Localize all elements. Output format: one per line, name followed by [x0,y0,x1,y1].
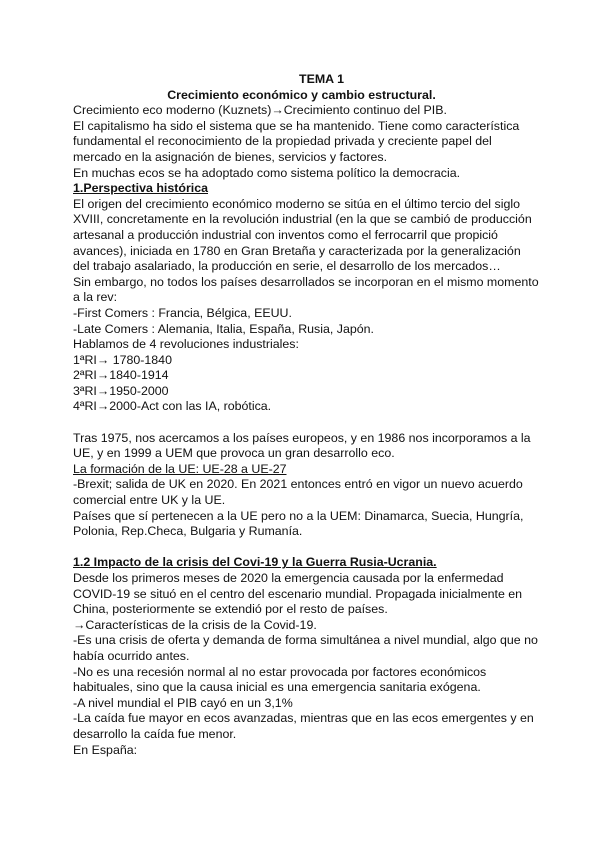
text-line: habituales, sino que la causa inicial es una emergencia sanitaria exógena. [73,680,481,695]
list-item: -La caída fue mayor en ecos avanzadas, mientras que en las ecos emergentes y en [73,711,534,726]
text-line: del trabajo asalariado, la producción en serie, el desarrollo de los mercados… [73,259,501,274]
text-line: El origen del crecimiento económico moderno se sitúa en el último tercio del siglo [73,196,520,211]
text-line: COVID-19 se situó en el centro del escenario mundial. Propagada inicialmente en [73,586,523,601]
text-line: Países que sí pertenecen a la UE pero no a la UEM: Dinamarca, Suecia, Hungría, [73,508,524,523]
section2-paragraph [73,571,538,758]
text-line: En muchas ecos se ha adoptado como sistema político la democracia. [73,165,461,180]
text-line: Desde los primeros meses de 2020 la emergencia causada por la enfermedad [73,571,504,585]
list-item: 2ªRI→1840-1914 [73,368,169,383]
text-line: había ocurrido antes. [73,648,190,663]
blank-line [73,540,530,556]
text-line: Sin embargo, no todos los países desarrollados se incorporan en el mismo momento [73,274,539,289]
text-line: avances), iniciada en 1780 en Gran Bretaña y caracterizada por la generalización [73,243,521,258]
list-item: -A nivel mundial el PIB cayó en un 3,1% [73,695,293,710]
subheading-eu-formation: La formación de la UE: UE-28 a UE-27 [73,461,287,476]
document-title: TEMA 1 [299,72,344,86]
text-line: mercado en la asignación de bienes, servicios y factores. [73,149,388,164]
text-line: XVIII, concretamente en la revolución industrial (en la que se cambió de producción [73,212,532,227]
text-line: China, posteriormente se extendió por el resto de países. [73,602,388,617]
section1-paragraph-eu [73,431,530,540]
list-item: -First Comers : Francia, Bélgica, EEUU. [73,305,292,320]
section-heading-historical: 1.Perspectiva histórica [73,181,208,196]
text-line: fundamental el reconocimiento de la propiedad privada y creciente papel del [73,134,492,149]
text-line: Crecimiento eco moderno (Kuznets)→Crecimiento continuo del PIB. [73,103,447,118]
text-line: comercial entre UK y la UE. [73,493,226,508]
text-line: Polonia, Rep.Checa, Bulgaria y Rumanía. [73,524,303,539]
list-item: -No es una recesión normal al no estar provocada por factores económicos [73,664,487,679]
text-line: El capitalismo ha sido el sistema que se ha mantenido. Tiene como característica [73,118,520,133]
section-heading-covid: 1.2 Impacto de la crisis del Covi-19 y la Guerra Rusia-Ucrania. [73,555,437,570]
text-line: →Características de la crisis de la Covid-19. [73,617,317,632]
text-line: a la rev: [73,290,118,305]
list-item: 3ªRI→1950-2000 [73,383,169,398]
text-line: Tras 1975, nos acercamos a los países europeos, y en 1986 nos incorporamos a la [73,430,531,445]
text-line: Hablamos de 4 revoluciones industriales: [73,337,299,352]
text-line: UE, y en 1999 a UEM que provoca un gran desarrollo eco. [73,446,395,461]
list-item: 1ªRI→ 1780-1840 [73,352,172,367]
text-line: -Brexit; salida de UK en 2020. En 2021 entonces entró en vigor un nuevo acuerdo [73,477,523,492]
text-line: artesanal a producción industrial con inventos como el ferrocarril que propició [73,227,498,242]
section1-paragraph [73,196,539,415]
list-item: 4ªRI→2000-Act con las IA, robótica. [73,399,272,414]
intro-block [73,103,530,181]
blank-line [73,415,530,431]
list-item: -Late Comers : Alemania, Italia, España, Rusia, Japón. [73,321,374,336]
document-subtitle: Crecimiento económico y cambio estructural. [167,87,436,102]
list-item: -Es una crisis de oferta y demanda de forma simultánea a nivel mundial, algo que no [73,633,538,648]
text-line: En España: [73,742,138,757]
text-line: desarrollo la caída fue menor. [73,726,237,741]
